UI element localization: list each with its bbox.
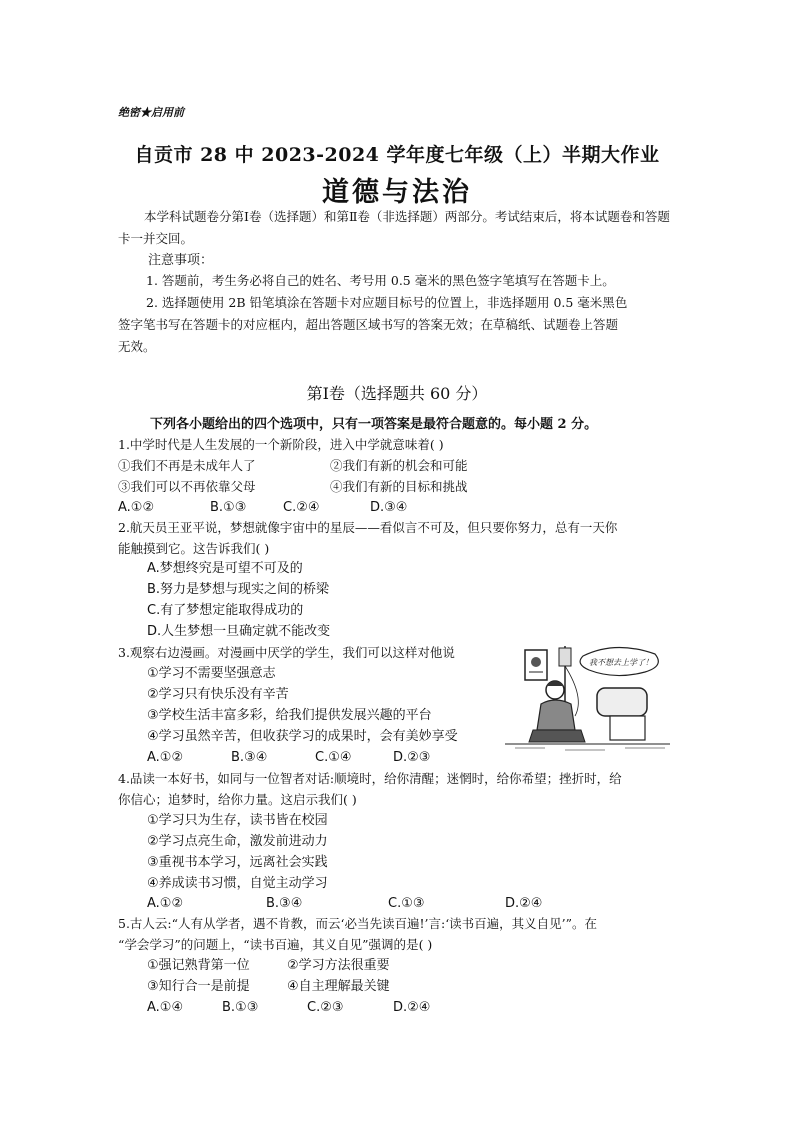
q1-choice-d: D.③④ (370, 500, 408, 515)
q5-option-2: ②学习方法很重要 (287, 958, 390, 973)
q1-option-1: ①我们不再是未成年人了 (118, 458, 256, 473)
notice-title: 注意事项： (148, 253, 214, 268)
q4-choice-d: D.②④ (505, 896, 543, 911)
q5-option-4: ④自主理解最关键 (287, 979, 390, 994)
q3-option-4: ④学习虽然辛苦，但收获学习的成果时，会有美妙享受 (147, 729, 458, 744)
notice-2-line-3: 无效。 (118, 339, 156, 354)
q4-stem-line-1: 4.品读一本好书，如同与一位智者对话:顺境时，给你清醒；迷惘时，给你希望；挫折时，给 (118, 771, 622, 786)
q1-choice-c: C.②④ (283, 500, 320, 515)
q4-choice-a: A.①② (147, 896, 184, 911)
q5-stem-line-2: “学会学习”的问题上，“读书百遍，其义自见”强调的是( ) (118, 937, 433, 952)
q2-choice-d: D.人生梦想一旦确定就不能改变 (147, 624, 331, 639)
q3-option-2: ②学习只有快乐没有辛苦 (147, 687, 289, 702)
q1-option-3: ③我们可以不再依靠父母 (118, 479, 256, 494)
q4-choice-c: C.①③ (388, 896, 425, 911)
q1-option-2: ②我们有新的机会和可能 (330, 458, 468, 473)
q4-option-3: ③重视书本学习，远离社会实践 (147, 855, 328, 870)
q2-stem-line-1: 2.航天员王亚平说，梦想就像宇宙中的星辰——看似言不可及，但只要你努力，总有一天你 (118, 520, 618, 535)
q5-option-3: ③知行合一是前提 (147, 979, 250, 994)
subject-title: 道德与法治 (322, 177, 472, 208)
q3-option-3: ③学校生活丰富多彩，给我们提供发展兴趣的平台 (147, 708, 432, 723)
q2-choice-a: A.梦想终究是可望不可及的 (147, 561, 303, 576)
q5-choice-b: B.①③ (222, 1000, 259, 1015)
notice-1: 1. 答题前，考生务必将自己的姓名、考号用 0.5 毫米的黑色签字笔填写在答题卡上。 (146, 273, 615, 288)
q4-choice-b: B.③④ (266, 896, 303, 911)
q2-choice-b: B.努力是梦想与现实之间的桥梁 (147, 582, 330, 597)
q4-option-2: ②学习点亮生命，激发前进动力 (147, 834, 328, 849)
notice-2-line-2: 签字笔书写在答题卡的对应框内，超出答题区域书写的答案无效；在草稿纸、试题卷上答题 (118, 317, 619, 332)
intro-paragraph: 本学科试题卷分第Ⅰ卷（选择题）和第Ⅱ卷（非选择题）两部分。考试结束后，将本试题卷和答题卡一并交回。 (118, 209, 670, 246)
q5-stem-line-1: 5.古人云:“人有从学者，遇不肯教，而云‘必当先读百遍!’言:‘读书百遍，其义自见’”。在 (118, 916, 598, 931)
q3-cartoon-caption: 我不想去上学了！ (589, 658, 653, 667)
q5-choice-d: D.②④ (393, 1000, 431, 1015)
q3-cartoon-image (505, 638, 670, 753)
notice-2-line-1: 2. 选择题使用 2B 铅笔填涂在答题卡对应题目标号的位置上，非选择题用 0.5 毫米黑色 (146, 295, 628, 310)
q1-choice-a: A.①② (118, 500, 155, 515)
q5-choice-c: C.②③ (307, 1000, 344, 1015)
q3-choice-b: B.③④ (231, 750, 268, 765)
q3-choice-c: C.①④ (315, 750, 352, 765)
q2-stem-line-2: 能触摸到它。这告诉我们( ) (118, 541, 270, 556)
confidential-mark: 绝密★启用前 (118, 106, 184, 119)
q1-option-4: ④我们有新的目标和挑战 (330, 479, 468, 494)
exam-title: 自贡市 28 中 2023-2024 学年度七年级（上）半期大作业 (134, 144, 660, 166)
q3-option-1: ①学习不需要坚强意志 (147, 666, 276, 681)
q3-choice-a: A.①② (147, 750, 184, 765)
q5-choice-a: A.①④ (147, 1000, 184, 1015)
q4-option-1: ①学习只为生存，读书皆在校园 (147, 813, 328, 828)
q5-option-1: ①强记熟背第一位 (147, 958, 250, 973)
q3-stem: 3.观察右边漫画。对漫画中厌学的学生，我们可以这样对他说 (118, 645, 455, 660)
q3-choice-d: D.②③ (393, 750, 431, 765)
q1-choice-b: B.①③ (210, 500, 247, 515)
q1-stem: 1.中学时代是人生发展的一个新阶段，进入中学就意味着( ) (118, 437, 444, 452)
q4-stem-line-2: 你信心；追梦时，给你力量。这启示我们( ) (118, 792, 357, 807)
section-title: 第Ⅰ卷（选择题共 60 分） (306, 384, 488, 403)
q2-choice-c: C.有了梦想定能取得成功的 (147, 603, 304, 618)
section-instruction: 下列各小题给出的四个选项中，只有一项答案是最符合题意的。每小题 2 分。 (150, 417, 598, 432)
q4-option-4: ④养成读书习惯，自觉主动学习 (147, 876, 328, 891)
